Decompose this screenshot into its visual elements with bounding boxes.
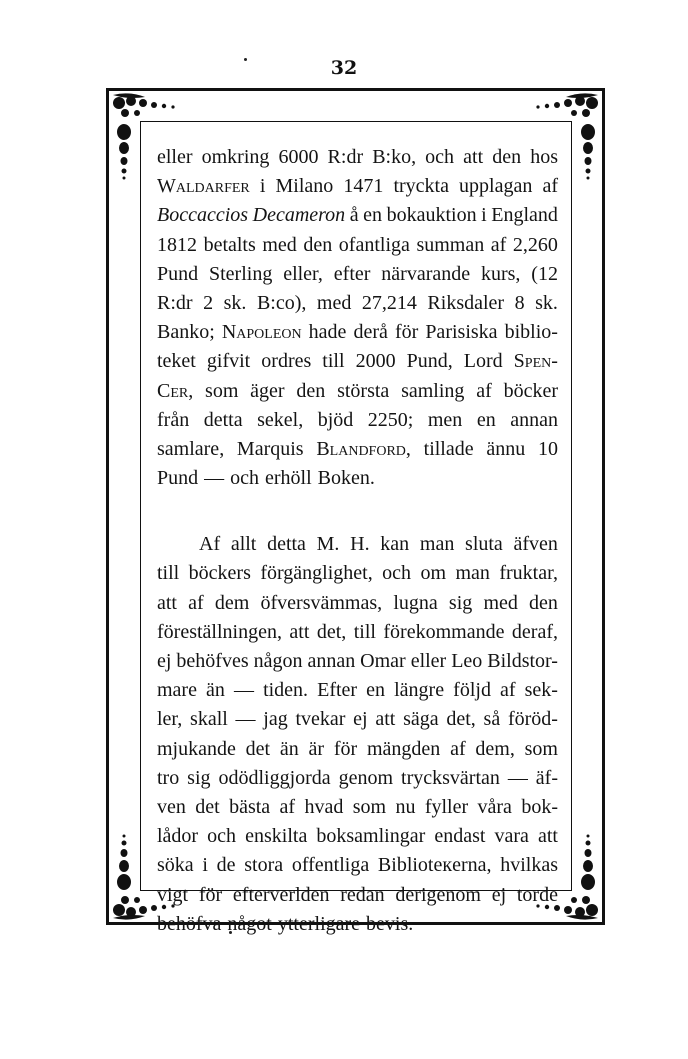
text-line: [157, 406, 558, 435]
word: teket: [157, 350, 196, 373]
text-line: [157, 172, 558, 201]
word: till: [157, 562, 180, 585]
word: eller,: [283, 262, 323, 285]
word: tryckta: [393, 175, 449, 198]
word: Riksdaler: [427, 291, 505, 314]
word: till: [353, 620, 376, 643]
text-line: [157, 705, 558, 734]
word: af: [490, 233, 507, 256]
word: annan: [307, 650, 356, 672]
word: biblio-: [504, 321, 558, 344]
word: förgänglighet,: [260, 562, 373, 585]
word: af: [188, 591, 204, 614]
word: Pund: [157, 262, 199, 285]
word: tro: [157, 766, 180, 789]
word: detta: [203, 408, 243, 431]
word: att: [537, 825, 558, 848]
text-line: [157, 143, 558, 172]
word: och: [207, 825, 237, 848]
word: och: [382, 562, 412, 585]
word: detta: [267, 533, 306, 556]
word: å: [349, 204, 359, 227]
word: förekommande: [383, 620, 505, 643]
word: än: [206, 679, 225, 702]
word: Sterling: [208, 262, 273, 285]
word: jag: [263, 708, 288, 731]
word: R:dr: [157, 291, 193, 314]
word: som: [524, 737, 558, 760]
word: erhöll: [265, 467, 312, 490]
text-line: [157, 851, 558, 880]
word: den: [529, 591, 558, 614]
word: att: [375, 708, 396, 731]
word: ännu: [486, 437, 526, 460]
word: af: [450, 737, 466, 760]
word: vara: [494, 825, 529, 848]
word: derå: [353, 321, 388, 344]
text-line: [157, 647, 558, 676]
floral-corner-icon: [109, 91, 179, 125]
word: föreställningen,: [157, 620, 282, 643]
text-line: [157, 793, 558, 822]
floral-side-icon: [110, 832, 138, 892]
word: M.: [316, 533, 340, 556]
word: böckers: [188, 562, 251, 585]
word: Bildstor-: [487, 650, 558, 672]
word: att: [157, 591, 177, 614]
text-line: [157, 618, 558, 647]
word: Marquis: [236, 437, 304, 460]
text-line: [157, 589, 558, 618]
word: de: [216, 854, 236, 877]
word: något: [227, 912, 272, 935]
word: 2000: [355, 350, 396, 373]
word: sek-: [524, 679, 558, 702]
word: Waldarfer: [157, 175, 250, 198]
word: för: [198, 883, 223, 906]
word: största: [337, 379, 390, 402]
word: ordres: [261, 350, 312, 373]
word: 6000: [278, 146, 319, 168]
word: —: [204, 467, 225, 490]
word: äfven: [513, 533, 558, 556]
text-line: [157, 910, 558, 939]
word: odödliggjorda: [218, 766, 331, 789]
word: om: [420, 562, 447, 585]
word: redan: [340, 883, 385, 906]
word: samlare,: [157, 437, 225, 460]
word: —: [235, 708, 256, 731]
word: äf-: [535, 766, 558, 789]
word: 1812: [157, 233, 197, 256]
word: tiden.: [263, 679, 309, 702]
text-line: [157, 347, 558, 376]
word: till: [322, 350, 345, 373]
word: söka: [157, 854, 194, 877]
word: den: [303, 233, 333, 256]
word: Parisiska: [425, 321, 498, 344]
word: dem: [214, 591, 250, 614]
word: endast: [434, 825, 486, 848]
word: kan: [380, 533, 410, 556]
word: 8: [514, 291, 525, 314]
word: sluta: [465, 533, 503, 556]
word: sig: [448, 591, 473, 614]
word: lugna: [393, 591, 438, 614]
word: lådor: [157, 825, 199, 848]
word: samling: [401, 379, 465, 402]
word: deraf,: [511, 620, 558, 643]
word: Pund,: [406, 350, 453, 373]
word: den: [492, 146, 522, 168]
text-line: [157, 464, 558, 493]
word: och: [425, 146, 455, 168]
word: för: [333, 737, 358, 760]
word: Biblioteкerna,: [377, 854, 492, 877]
word: bästa: [229, 795, 271, 818]
word: bjöd: [317, 408, 354, 431]
word: eller: [410, 650, 447, 672]
word: bok-: [521, 795, 558, 818]
word: sekel,: [257, 408, 304, 431]
word: eller: [157, 146, 193, 168]
word: men: [427, 408, 463, 431]
word: H.: [350, 533, 370, 556]
paragraph: [157, 143, 558, 493]
word: betalts: [203, 233, 256, 256]
word: man: [419, 533, 455, 556]
word: behöfves: [176, 650, 249, 672]
word: bevis.: [366, 912, 414, 935]
word: af: [476, 379, 492, 402]
word: ytterligare: [277, 912, 361, 935]
word: gifvit: [206, 350, 251, 373]
word: 10: [537, 437, 558, 460]
word: annan: [510, 408, 558, 431]
word: behöfva: [157, 912, 222, 935]
text-line: [157, 435, 558, 464]
word: omkring: [201, 146, 270, 168]
word: R:dr: [327, 146, 364, 168]
word: (12: [531, 262, 558, 285]
word: skall: [190, 708, 228, 731]
word: en: [363, 204, 383, 227]
word: mare: [157, 679, 197, 702]
word: 2250;: [367, 408, 414, 431]
word: boksamlingar: [316, 825, 426, 848]
word: våra: [477, 795, 512, 818]
word: för: [394, 321, 419, 344]
word: Af: [199, 533, 221, 556]
word: efterverlden: [232, 883, 330, 906]
word: fruktar,: [499, 562, 558, 585]
word: bokauktion: [386, 204, 477, 227]
word: nu: [395, 795, 416, 818]
word: Banko;: [157, 321, 215, 344]
word: Decameron: [252, 204, 346, 227]
word: derigenom: [395, 883, 481, 906]
floral-side-icon: [574, 122, 602, 182]
ink-speck: [244, 58, 247, 61]
word: upplagan: [459, 175, 533, 198]
word: att: [463, 146, 484, 168]
word: ler,: [157, 708, 183, 731]
word: hvad: [304, 795, 344, 818]
word: mängden: [366, 737, 441, 760]
word: i: [259, 175, 266, 198]
word: från: [157, 408, 190, 431]
word: öfversvämmas,: [260, 591, 383, 614]
text-line: [157, 676, 558, 705]
word: stora: [244, 854, 284, 877]
word: —: [507, 766, 528, 789]
word: af: [279, 795, 296, 818]
text-line: [157, 530, 558, 559]
word: än: [279, 737, 299, 760]
word: ven: [157, 795, 186, 818]
text-line: [157, 260, 558, 289]
word: summan: [416, 233, 485, 256]
word: Blandford,: [316, 437, 411, 460]
text-line: [157, 231, 558, 260]
page-number: 32: [330, 57, 358, 79]
word: B:ko,: [372, 146, 417, 168]
word: dem,: [475, 737, 515, 760]
word: med: [262, 233, 297, 256]
word: B:co),: [256, 291, 307, 314]
word: någon: [253, 650, 303, 672]
word: sk.: [223, 291, 247, 314]
word: säga: [403, 708, 439, 731]
word: England: [491, 204, 558, 227]
text-line: [157, 377, 558, 406]
word: Spen-: [513, 350, 558, 373]
word: Leo: [451, 650, 483, 672]
word: Omar: [360, 650, 406, 672]
word: en: [366, 679, 386, 702]
word: som: [205, 379, 239, 402]
word: att: [289, 620, 310, 643]
word: hvilkas: [500, 854, 558, 877]
word: och: [230, 467, 260, 490]
word: hos: [530, 146, 558, 168]
word: längre: [394, 679, 445, 702]
word: följd: [453, 679, 491, 702]
word: närvarande: [381, 262, 471, 285]
word: Boken.: [317, 467, 375, 490]
word: med: [483, 591, 518, 614]
word: mjukande: [157, 737, 236, 760]
text-line: [157, 764, 558, 793]
word: 2: [203, 291, 214, 314]
word: äger: [250, 379, 285, 402]
body-text: [157, 143, 558, 939]
word: offentliga: [291, 854, 370, 877]
text-line: [157, 735, 558, 764]
word: det,: [316, 620, 347, 643]
word: —: [234, 679, 254, 702]
word: i: [202, 854, 208, 877]
word: 1471: [343, 175, 384, 198]
word: Boccaccios: [157, 204, 249, 227]
paragraph: [157, 530, 558, 939]
floral-side-icon: [110, 122, 138, 182]
word: vigt: [157, 883, 189, 906]
word: enskilta: [245, 825, 308, 848]
text-line: [157, 881, 558, 910]
word: det,: [446, 708, 476, 731]
word: kurs,: [480, 262, 521, 285]
word: af: [542, 175, 558, 198]
floral-corner-icon: [530, 91, 602, 125]
word: en: [476, 408, 496, 431]
word: Milano: [275, 175, 334, 198]
word: torde: [516, 883, 558, 906]
word: 2,260: [512, 233, 558, 256]
word: 27,214: [361, 291, 417, 314]
word: hade: [308, 321, 347, 344]
word: det: [245, 737, 271, 760]
word: böcker: [503, 379, 558, 402]
word: sig: [187, 766, 211, 789]
word: Cer,: [157, 379, 194, 402]
word: ej: [353, 708, 368, 731]
word: fyller: [424, 795, 469, 818]
word: man: [455, 562, 490, 585]
word: med: [316, 291, 352, 314]
word: föröd-: [507, 708, 558, 731]
paragraph-spacer: [157, 493, 558, 530]
text-line: [157, 559, 558, 588]
word: Lord: [463, 350, 503, 373]
text-line: [157, 201, 558, 230]
text-line: [157, 318, 558, 347]
word: ofantliga: [338, 233, 410, 256]
word: tillade: [423, 437, 474, 460]
word: det: [195, 795, 220, 818]
text-line: [157, 289, 558, 318]
text-line: [157, 822, 558, 851]
floral-side-icon: [574, 832, 602, 892]
word: sk.: [535, 291, 558, 314]
word: den: [296, 379, 326, 402]
word: ej: [157, 650, 172, 672]
word: tvekar: [295, 708, 346, 731]
word: allt: [230, 533, 257, 556]
word: i: [481, 204, 487, 227]
word: Pund: [157, 467, 199, 490]
word: så: [483, 708, 501, 731]
word: efter: [333, 262, 371, 285]
word: Efter: [317, 679, 358, 702]
word: Napoleon: [221, 321, 302, 344]
word: som: [352, 795, 387, 818]
word: är: [308, 737, 325, 760]
word: genom: [338, 766, 394, 789]
word: trycksvärtan: [401, 766, 500, 789]
word: af: [500, 679, 516, 702]
word: ej: [491, 883, 507, 906]
